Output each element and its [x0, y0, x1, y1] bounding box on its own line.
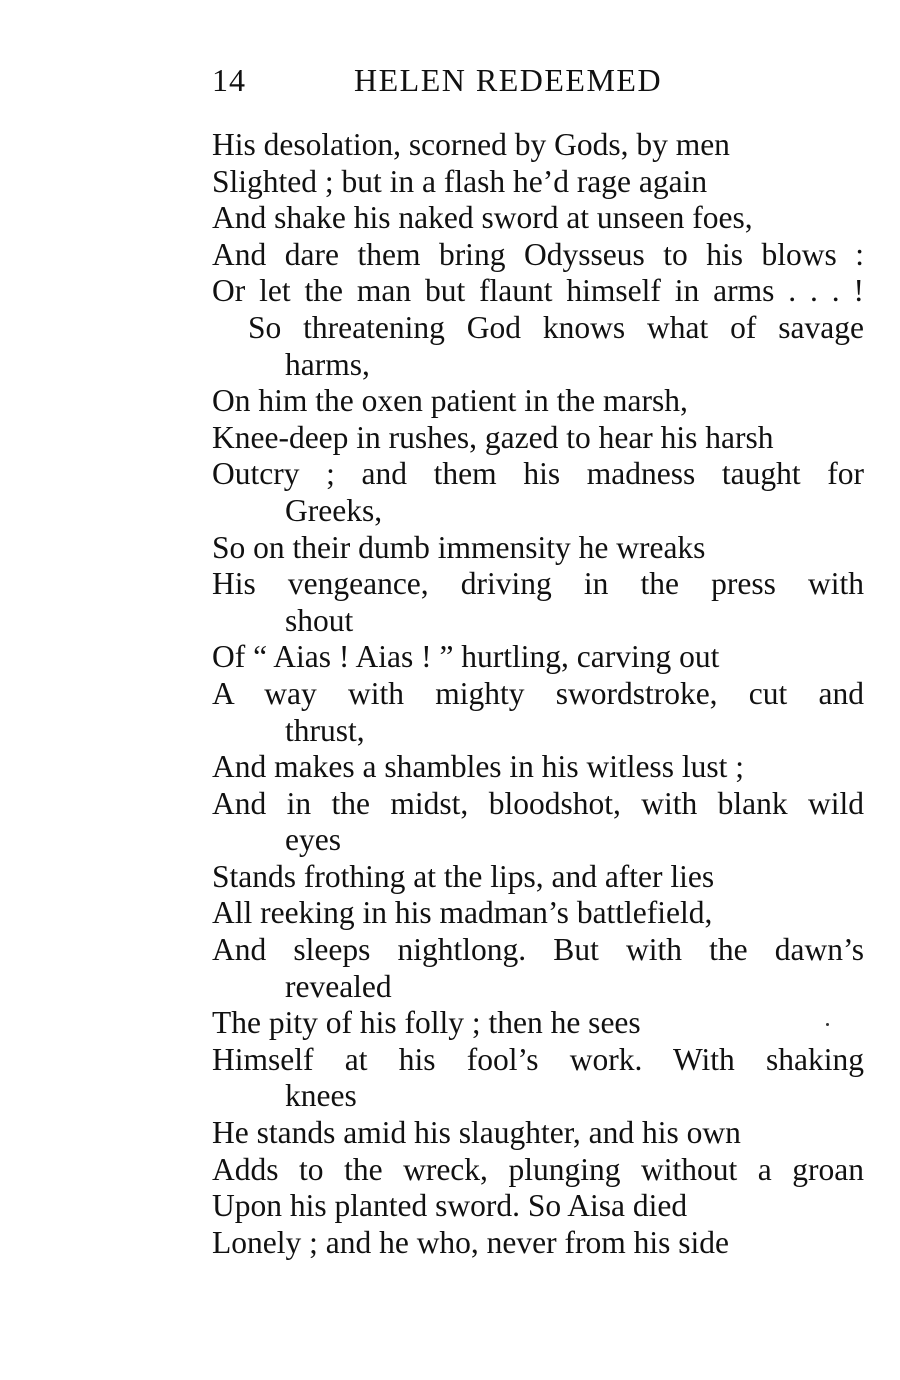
verse-line: And sleeps nightlong. But with the dawn’s	[212, 932, 864, 968]
verse-line: Upon his planted sword. So Aisa died	[212, 1188, 688, 1224]
verse-line-turnover: harms,	[285, 346, 370, 382]
verse-line-turnover: Greeks,	[285, 492, 383, 528]
verse-line: Slighted ; but in a flash he’d rage again	[212, 163, 708, 199]
ink-speck	[826, 1023, 829, 1026]
page-header	[212, 60, 864, 100]
verse-line: So threatening God knows what of savage	[248, 309, 864, 345]
verse-line: A way with mighty swordstroke, cut and	[212, 675, 864, 711]
running-title: HELEN REDEEMED	[354, 62, 663, 98]
verse-line: And shake his naked sword at unseen foes,	[212, 200, 753, 236]
verse-line: His desolation, scorned by Gods, by men	[212, 127, 730, 162]
verse-line-turnover: shout	[285, 602, 354, 638]
verse-line: Outcry ; and them his madness taught for	[212, 456, 864, 492]
verse-line: Himself at his fool’s work. With shaking	[212, 1041, 864, 1077]
verse-line: Stands frothing at the lips, and after lies	[212, 858, 715, 894]
verse-line: Of “ Aias ! Aias ! ” hurtling, carving out	[212, 639, 720, 675]
page-number: 14	[212, 62, 246, 98]
verse-line: Adds to the wreck, plunging without a groan	[212, 1151, 864, 1187]
verse-line-turnover: thrust,	[285, 712, 365, 748]
verse-line-turnover: eyes	[285, 822, 341, 858]
verse-line-turnover: revealed	[285, 968, 392, 1004]
verse-line-turnover: knees	[285, 1078, 357, 1114]
verse-line: So on their dumb immensity he wreaks	[212, 529, 706, 565]
verse-line: The pity of his folly ; then he sees	[212, 1005, 641, 1041]
verse-line: His vengeance, driving in the press with	[212, 566, 864, 602]
verse-line: And dare them bring Odysseus to his blows :	[212, 236, 864, 272]
verse-line: All reeking in his madman’s battlefield,	[212, 895, 713, 931]
verse-line: And in the midst, bloodshot, with blank wild	[212, 785, 864, 821]
poem-text	[212, 127, 864, 1261]
verse-line: Knee-deep in rushes, gazed to hear his harsh	[212, 419, 774, 455]
verse-line: Or let the man but flaunt himself in arms . . . !	[212, 273, 864, 309]
verse-line: Lonely ; and he who, never from his side	[212, 1224, 729, 1260]
verse-line: He stands amid his slaughter, and his own	[212, 1115, 741, 1151]
verse-line: And makes a shambles in his witless lust ;	[212, 749, 744, 785]
verse-line: On him the oxen patient in the marsh,	[212, 383, 688, 419]
